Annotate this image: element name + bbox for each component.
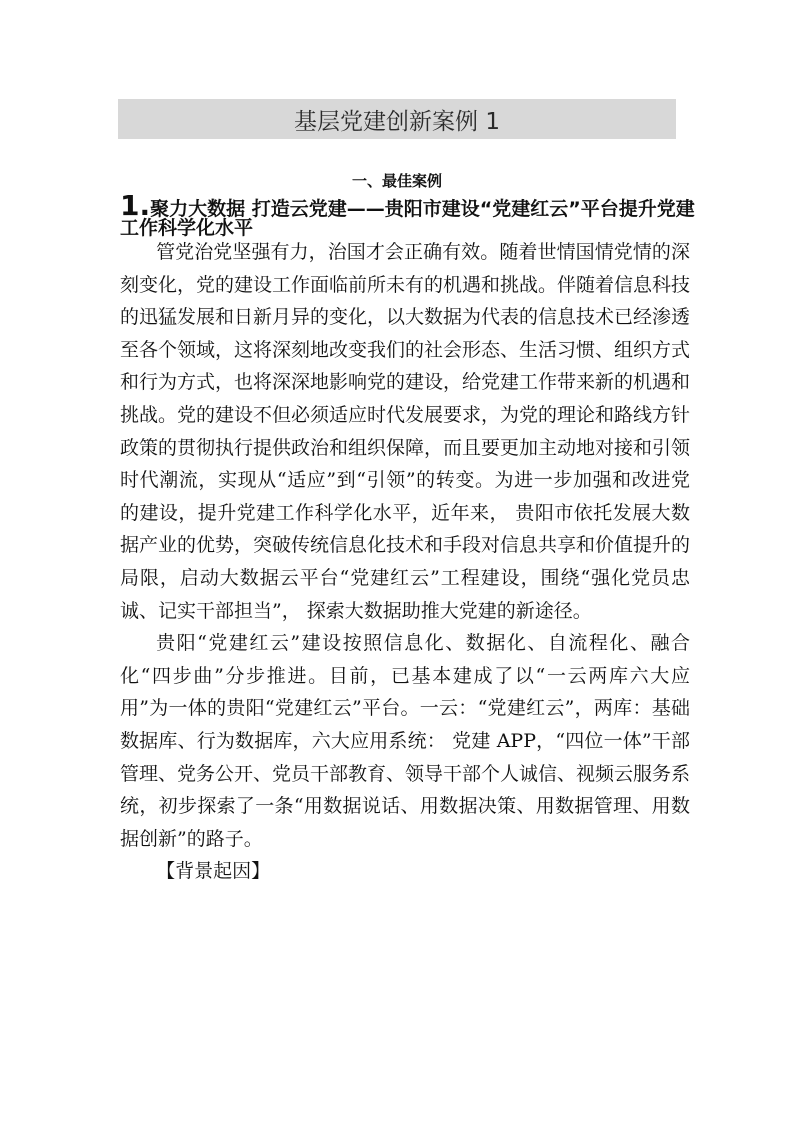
paragraph: 管党治党坚强有力，治国才会正确有效。随着世情国情党情的深刻变化，党的建设工作面临前所未有的机遇和挑战。伴随着信息科技的迅猛发展和日新月异的变化，以大数据为代表的信息技术已经渗透至各个领域，这将深刻地改变我们的社会形态、生活习惯、组织方式和行为方式，也将深深地影响党的建设，给党建工作带来新的机遇和挑战。党的建设不但必须适应时代发展要求，为党的理论和路线方针政策的贯彻执行提供政治和组织保障，而且要更加主动地对接和引领时代潮流，实现从“适应”到“引领”的转变。为进一步加强和改进党的建设，提升党建工作科学化水平，近年来， 贵阳市依托发展大数据产业的优势，突破传统信息化技术和手段对信息共享和价值提升的局限，启动大数据云平台“党建红云”工程建设，围绕“强化党员忠诚、记实干部担当”， 探索大数据助推大党建的新途径。 (120, 241, 691, 622)
case-number: 1. (120, 189, 151, 222)
subsection-heading: 【背景起因】 (156, 860, 271, 883)
section-heading: 一、最佳案例 (351, 172, 442, 190)
body-text (120, 236, 690, 888)
document-title: 基层党建创新案例 1 (118, 99, 676, 139)
case-title-text: 聚力大数据 打造云党建——贵阳市建设“党建红云”平台提升党建工作科学化水平 (120, 198, 695, 239)
paragraph: 贵阳“党建红云”建设按照信息化、数据化、自流程化、融合化“四步曲”分步推进。目前，已基本建成了以“一云两库六大应用”为一体的贵阳“党建红云”平台。一云：“党建红云”，两库：基础数据库、行为数据库，六大应用系统： 党建 APP，“四位一体”干部管理、党务公开、党员干部教育、领导干部个人诚信、视频云服务系统，初步探索了一条“用数据说话、用数据决策、用数据管理、用数据创新”的路子。 (120, 632, 691, 850)
case-title (120, 189, 700, 239)
